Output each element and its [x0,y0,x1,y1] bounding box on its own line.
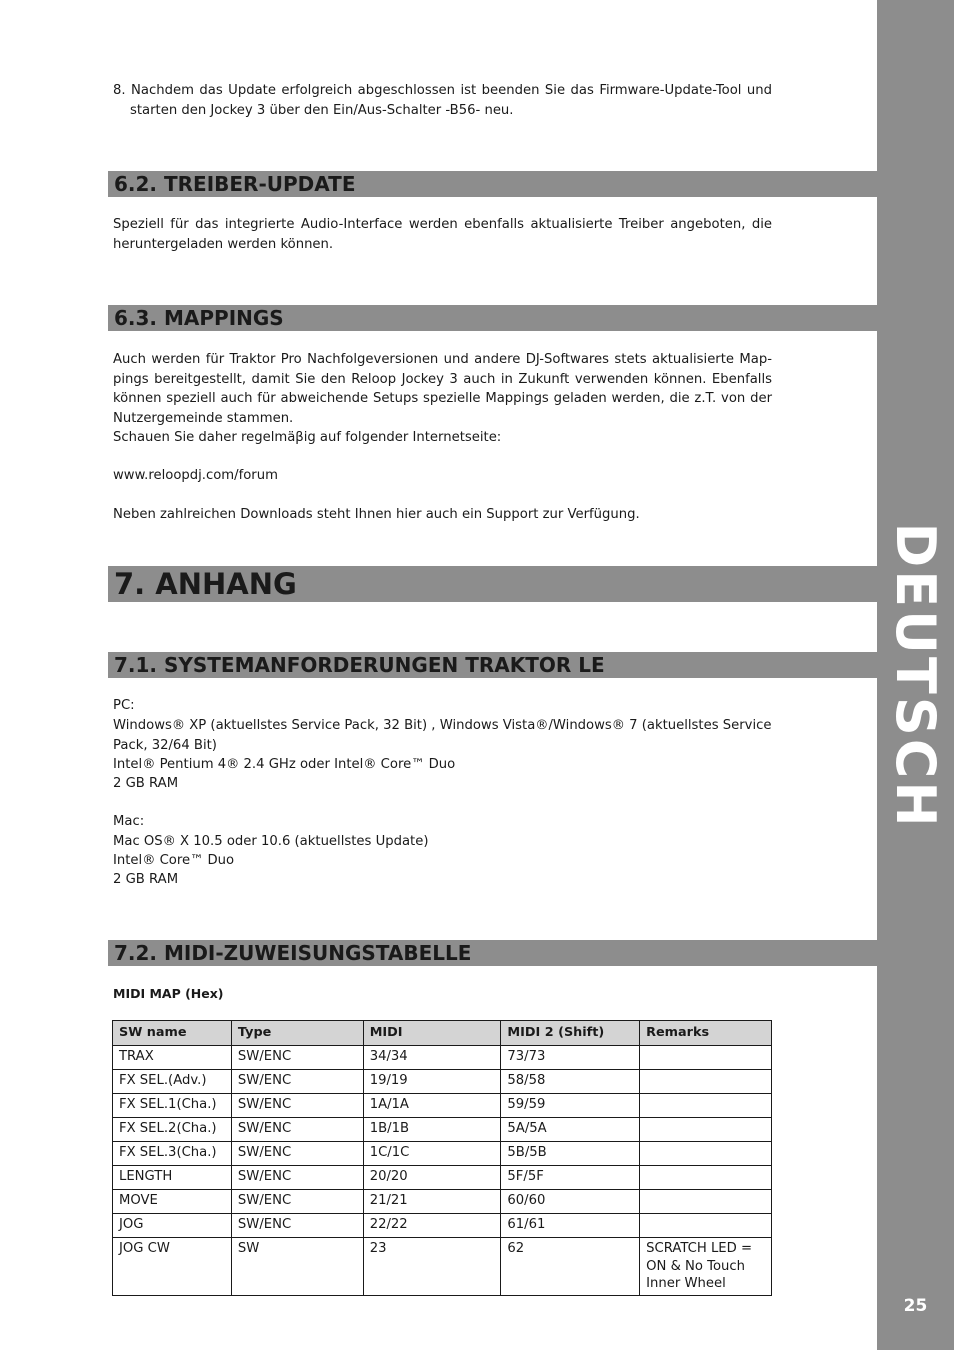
heading-treiber-update: 6.2. TREIBER-UPDATE [108,171,877,197]
table-row [113,1142,772,1166]
column-header: Remarks [640,1021,772,1046]
column-header: MIDI [363,1021,501,1046]
table-cell: JOG [113,1214,232,1238]
mappings-body: Auch werden für Traktor Pro Nachfolgeversionen und andere DJ-Softwares stets aktualisierte Map-pings bereitgestellt, damit Sie den Reloop Jockey 3 auch in Zukunft verwenden können. Ebenfalls können speziell auch für abweichende Setups spezielle Mappings geladen werden, die z.T. von der Nutzergemeinde stammen. [113,352,772,426]
table-cell: 21/21 [363,1190,501,1214]
table-cell: SW/ENC [231,1094,363,1118]
table-cell: 61/61 [501,1214,640,1238]
pc-label: PC: [113,698,135,713]
mac-ram-requirement: 2 GB RAM [113,872,179,887]
table-cell: SW/ENC [231,1142,363,1166]
column-header: Type [231,1021,363,1046]
column-header: SW name [113,1021,232,1046]
table-cell [640,1214,772,1238]
table-cell: 5A/5A [501,1118,640,1142]
table-row [113,1238,772,1296]
table-cell: 59/59 [501,1094,640,1118]
table-cell [640,1118,772,1142]
table-cell [640,1166,772,1190]
table-cell [640,1190,772,1214]
table-cell: SW/ENC [231,1070,363,1094]
table-cell: JOG CW [113,1238,232,1296]
forum-url[interactable]: www.reloopdj.com/forum [113,468,278,483]
table-cell: 60/60 [501,1190,640,1214]
table-row [113,1190,772,1214]
table-cell: SW [231,1238,363,1296]
table-cell: SW/ENC [231,1214,363,1238]
table-cell: FX SEL.3(Cha.) [113,1142,232,1166]
table-cell [640,1070,772,1094]
table-cell: MOVE [113,1190,232,1214]
table-cell: 22/22 [363,1214,501,1238]
table-row [113,1214,772,1238]
mappings-support-note: Neben zahlreichen Downloads steht Ihnen hier auch ein Support zur Verfügung. [113,507,640,522]
table-header-row [113,1021,772,1046]
table-cell [640,1046,772,1070]
table-cell: 1B/1B [363,1118,501,1142]
table-row [113,1094,772,1118]
table-cell: FX SEL.(Adv.) [113,1070,232,1094]
heading-midi-zuweisungstabelle: 7.2. MIDI-ZUWEISUNGSTABELLE [108,940,877,966]
table-cell: 23 [363,1238,501,1296]
table-cell: SW/ENC [231,1046,363,1070]
table-row [113,1046,772,1070]
mac-os-requirement: Mac OS® X 10.5 oder 10.6 (aktuellstes Update) [113,834,429,849]
language-label: DEUTSCH [884,522,947,830]
pc-cpu-requirement: Intel® Pentium 4® 2.4 GHz oder Intel® Core™ Duo [113,757,456,772]
table-cell: LENGTH [113,1166,232,1190]
table-cell: 5B/5B [501,1142,640,1166]
table-cell: 34/34 [363,1046,501,1070]
table-cell: 73/73 [501,1046,640,1070]
table-cell: 19/19 [363,1070,501,1094]
table-cell: 1A/1A [363,1094,501,1118]
mac-label: Mac: [113,814,145,829]
midi-map-caption: MIDI MAP (Hex) [113,986,224,1001]
table-cell: SW/ENC [231,1118,363,1142]
page-number: 25 [903,1296,928,1316]
table-cell: FX SEL.2(Cha.) [113,1118,232,1142]
mac-cpu-requirement: Intel® Core™ Duo [113,853,235,868]
table-cell: 5F/5F [501,1166,640,1190]
table-row [113,1166,772,1190]
heading-systemanforderungen: 7.1. SYSTEMANFORDERUNGEN TRAKTOR LE [108,652,877,678]
table-cell: 62 [501,1238,640,1296]
pc-ram-requirement: 2 GB RAM [113,776,179,791]
step-8-text: 8. Nachdem das Update erfolgreich abgeschlossen ist beenden Sie das Firmware-Update-Tool und starten den Jockey 3 über den Ein/Aus-Schalter -B56- neu. [113,83,772,118]
table-cell: 58/58 [501,1070,640,1094]
mappings-website-intro: Schauen Sie daher regelmäβig auf folgender Internetseite: [113,430,502,445]
table-cell: TRAX [113,1046,232,1070]
table-cell: 20/20 [363,1166,501,1190]
heading-mappings: 6.3. MAPPINGS [108,305,877,331]
table-cell [640,1142,772,1166]
table-cell [640,1094,772,1118]
pc-os-requirement: Windows® XP (aktuellstes Service Pack, 32 Bit) , Windows Vista®/Windows® 7 (aktuellstes Service Pack, 32/64 Bit) [113,718,772,753]
table-cell: SCRATCH LED = ON & No Touch Inner Wheel [640,1238,772,1296]
table-row [113,1118,772,1142]
table-cell: FX SEL.1(Cha.) [113,1094,232,1118]
table-cell: SW/ENC [231,1166,363,1190]
table-cell: SW/ENC [231,1190,363,1214]
table-row [113,1070,772,1094]
table-cell: 1C/1C [363,1142,501,1166]
column-header: MIDI 2 (Shift) [501,1021,640,1046]
midi-map-table [112,1020,772,1296]
treiber-update-body: Speziell für das integrierte Audio-Interface werden ebenfalls aktualisierte Treiber angeboten, die heruntergeladen werden können. [113,217,772,252]
heading-anhang: 7. ANHANG [108,566,877,602]
